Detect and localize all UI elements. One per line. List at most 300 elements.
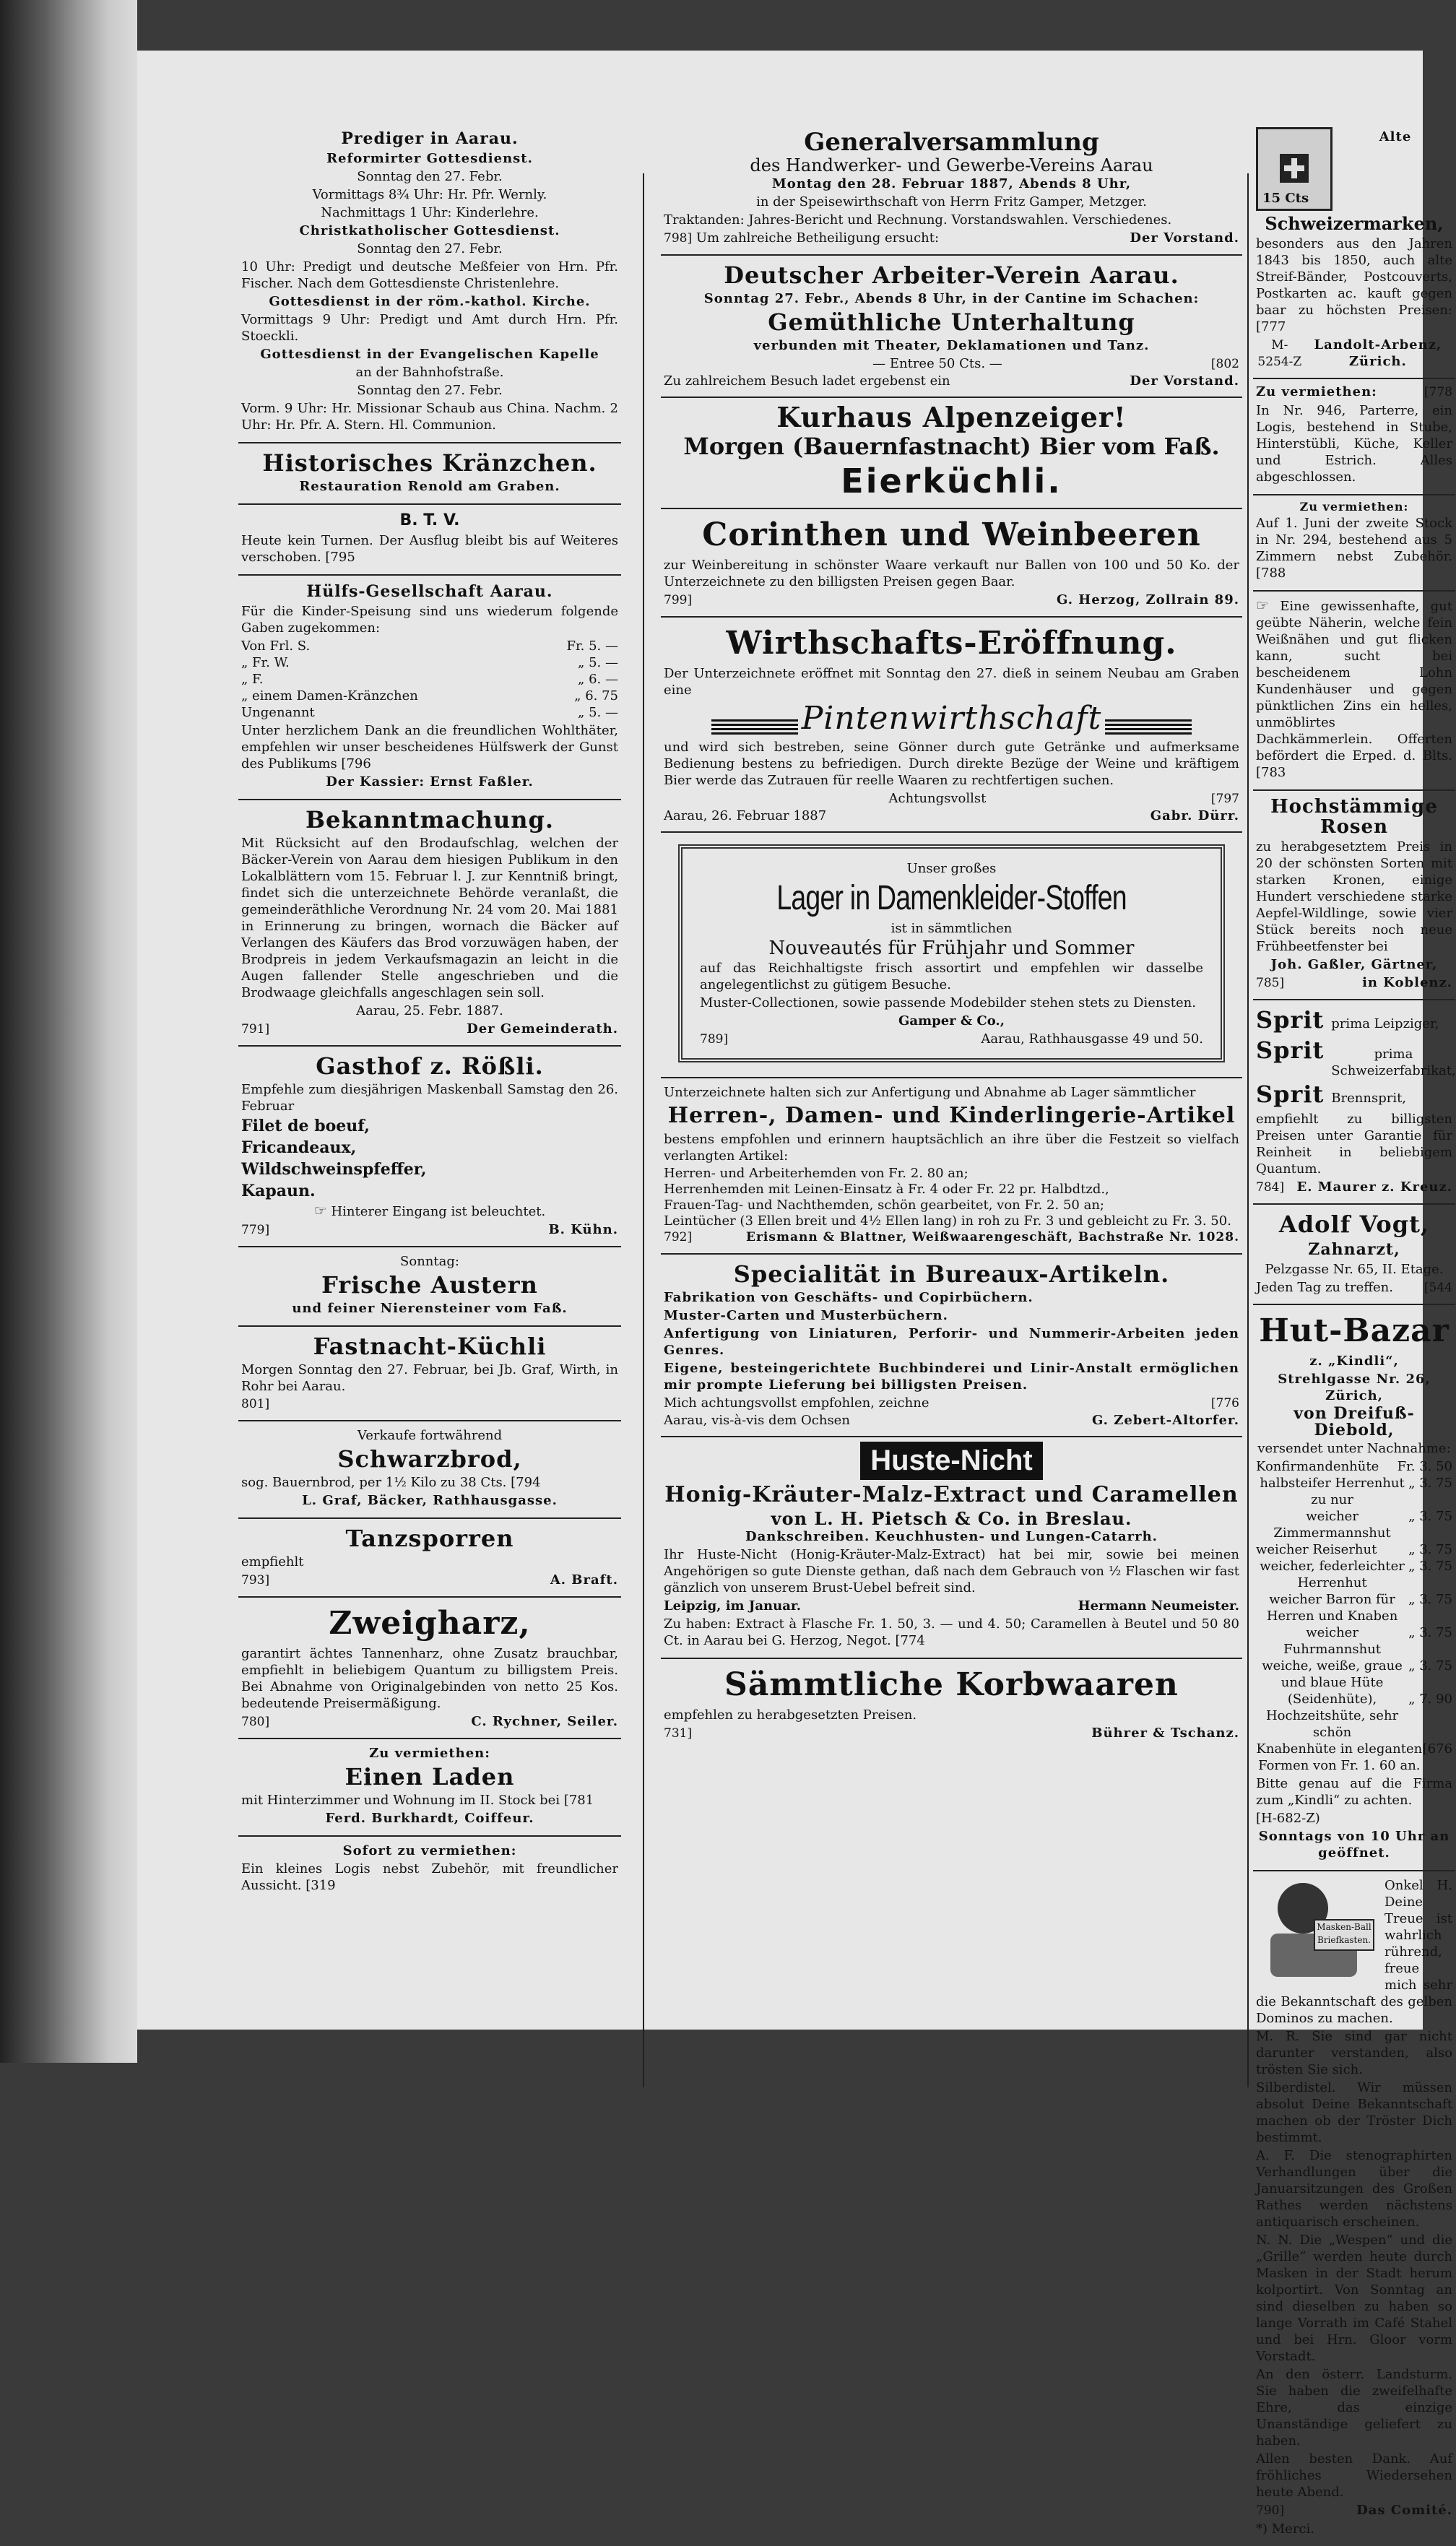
text: Für die Kinder-Speisung sind uns wiederum folgende Gaben zugekommen: <box>241 604 618 636</box>
huelfs-ad <box>238 576 621 800</box>
text-body: Auf 1. Juni der zweite Stock in Nr. 294, bestehend aus 5 Zimmern nebst Zubehör. <box>1256 516 1452 564</box>
text <box>241 722 618 772</box>
logis-ad <box>238 1837 621 1902</box>
ref-number: [544 <box>1424 1281 1452 1295</box>
price-row <box>1256 1541 1452 1558</box>
ref-number: 791] <box>241 1022 270 1036</box>
address: Aarau, Rathhausgasse 49 und 50. <box>981 1031 1203 1047</box>
ref-number: 801] <box>241 1397 270 1411</box>
agenda: Traktanden: Jahres-Bericht und Rechnung. Vorstandswahlen. Verschiedenes. <box>664 212 1172 228</box>
swiss-cross-icon <box>1280 154 1309 183</box>
ref-number: 785] <box>1256 976 1285 990</box>
ref-number: 790] <box>1256 2503 1285 2518</box>
ref-number: [777 <box>1256 319 1286 334</box>
gasthof-ad <box>238 1047 621 1247</box>
row-label: weicher Barron für Herren und Knaben <box>1266 1592 1398 1624</box>
signature: A. Braft. <box>550 1572 618 1588</box>
signature: Das Comité. <box>1356 2503 1452 2518</box>
kurhaus-ad <box>661 398 1242 509</box>
subtitle: Gottesdienst in der röm.-kathol. Kirche. <box>269 294 591 309</box>
signature: C. Rychner, Seiler. <box>471 1714 618 1729</box>
ad-title: Lager in Damenkleider-Stoffen <box>776 879 1127 917</box>
ref-number: [778 <box>1424 385 1452 399</box>
subtitle: des Handwerker- und Gewerbe-Vereins Aarau <box>750 155 1153 176</box>
row-amount: „ 7. 90 <box>1408 1692 1452 1707</box>
price-row <box>1256 1475 1452 1508</box>
date: Aarau, 25. Febr. 1887. <box>356 1003 503 1018</box>
text: 10 Uhr: Predigt und deutsche Meßfeier von Hrn. Pfr. Fischer. Nach dem Gottesdienste Christenlehre. <box>241 259 618 291</box>
text: Unterzeichnete halten sich zur Anfertigung und Abnahme ab Lager sämmtlicher <box>664 1085 1196 1100</box>
regards-row <box>664 1395 1239 1412</box>
note <box>241 1203 618 1220</box>
text <box>664 1616 1239 1649</box>
regards: Achtungsvollst <box>888 791 987 806</box>
column-right <box>1253 123 1455 2546</box>
row-amount: „ 5. — <box>578 655 618 670</box>
prediger-ad <box>238 123 621 443</box>
price-row <box>1256 1658 1452 1691</box>
text: verbunden mit Theater, Deklamationen und Tanz. <box>753 338 1150 353</box>
footer-row <box>664 592 1239 609</box>
text: zu herabgesetztem Preis in 20 der schönsten Sorten mit starken Kronen, einige Hundert verschiedene starke Aepfel-Wildlinge, sowie vier Stück bereits noch neue Frühbeetfenster bei <box>1256 839 1452 954</box>
text: N. N. Die „Wespen“ und die „Grille“ werden heute durch Masken in der Stadt herum kolportirt. Von Sonntag an sind dieselben zu haben so lange Vorrath im Café Stahel und bei Hrn. Gloor vorm Vorstadt. <box>1256 2233 1452 2364</box>
item-list <box>664 1166 1239 1229</box>
row-amount: „ 3. 75 <box>1408 1509 1452 1524</box>
pre-title: Zu vermiethen: <box>369 1746 490 1761</box>
text-body: Zu haben: Extract à Flasche Fr. 1. 50, 3. — und 4. 50; Caramellen à Beutel und 50 80 Ct. in Aarau bei G. Herzog, Negot. <box>664 1616 1239 1648</box>
signature: Erismann & Blattner, Weißwaarengeschäft, Bachstraße Nr. 1028. <box>746 1230 1239 1244</box>
footer-row <box>1256 1279 1452 1296</box>
footer-row <box>1256 2502 1452 2519</box>
row-amount: „ 6. 75 <box>574 688 618 703</box>
text: garantirt ächtes Tannenharz, ohne Zusatz brauchbar, empfiehlt in beliebigem Quantum zu billigstem Preis. Bei Abnahme von Originalgebinden von netto 25 Kos. bedeutende Preisermäßigung. <box>241 1646 618 1711</box>
price-row <box>1256 1558 1452 1591</box>
opening-hours: Sonntags von 10 Uhr an geöffnet. <box>1258 1829 1450 1861</box>
text-body: Eine gewissenhafte, gut geübte Näherin, welche fein Weißnähen und gut flicken kann, sucht bei bescheidenem Lohn Kundenhäuser und gegen pünktlichen Zins ein helles, unmöblirtes Dachkämmerlein. Offerten befördert die Erped. d. Blts. <box>1256 599 1452 763</box>
testimonial-row <box>664 1598 1239 1614</box>
pointing-hand-icon: ☞ <box>313 1202 327 1219</box>
price-row <box>241 688 618 704</box>
column-left <box>238 123 621 1902</box>
ad-title: Adolf Vogt, <box>1278 1211 1430 1238</box>
ref-number: [783 <box>1256 765 1286 780</box>
stamp-value: 15 Cts <box>1262 191 1309 206</box>
footnote: *) Merci. <box>1256 2521 1314 2537</box>
ad-title: Tanzsporren <box>345 1525 514 1552</box>
zweigharz-ad <box>238 1598 621 1739</box>
name: Hermann Neumeister. <box>1078 1598 1239 1614</box>
price-row <box>1256 1741 1452 1774</box>
row-label: Von Frl. S. <box>241 638 311 654</box>
ad-title: Prediger in Aarau. <box>341 129 519 148</box>
ad-title: Kurhaus Alpenzeiger! <box>776 401 1127 433</box>
ad-title: Fastnacht-Küchli <box>313 1333 547 1360</box>
ref-number: 780] <box>241 1715 270 1729</box>
text: M. R. Sie sind gar nicht darunter verstanden, also trösten Sie sich. <box>1256 2029 1452 2077</box>
ref-number: [781 <box>563 1793 594 1808</box>
arbeiterverein-ad <box>661 256 1242 398</box>
ad-title: Herren-, Damen- und Kinderlingerie-Artikel <box>667 1103 1236 1128</box>
ad-title: Zu vermiethen: <box>1299 500 1409 514</box>
text: empfehlen zu herabgesetzten Preisen. <box>664 1707 917 1723</box>
subtitle: Nouveautés für Frühjahr und Sommer <box>768 938 1135 959</box>
text <box>1256 597 1452 781</box>
schwarzbrod-ad <box>238 1421 621 1519</box>
ref-number: 779] <box>241 1223 270 1237</box>
text <box>1256 235 1452 335</box>
laden-ad <box>238 1739 621 1837</box>
row-label: „ Fr. W. <box>241 655 290 670</box>
text-body: besonders aus den Jahren 1843 bis 1850, auch alte Streif-Bänder, Postcouverts, Postkarten ac. kauft gegen baar zu höchsten Preisen: <box>1256 236 1452 318</box>
invite-text: Zu zahlreichem Besuch ladet ergebenst ein <box>664 373 950 389</box>
text: auf das Reichhaltigste frisch assortirt und empfehlen wir dasselbe angelegentlichst zu gütigem Besuche. <box>700 961 1203 992</box>
bekanntmachung-ad <box>238 800 621 1047</box>
footer-row <box>664 373 1239 389</box>
row-label: weicher Zimmermannshut <box>1273 1509 1391 1541</box>
price-row <box>241 638 618 654</box>
ad-title: Historisches Kränzchen. <box>262 449 597 477</box>
subtitle: Zahnarzt, <box>1308 1240 1400 1259</box>
list-item: Fricandeaux, <box>241 1138 357 1157</box>
pre-title: Unser großes <box>906 861 997 876</box>
regards: Mich achtungsvollst empfohlen, zeichne <box>664 1395 930 1411</box>
signature: Der Kassier: Ernst Faßler. <box>326 774 534 789</box>
price-row <box>1256 1691 1452 1741</box>
ad-title: B. T. V. <box>399 511 460 529</box>
signature: Gamper & Co., <box>898 1013 1005 1029</box>
signature: B. Kühn. <box>548 1222 618 1237</box>
newspaper-page <box>137 51 1456 2537</box>
subtitle: Gottesdienst in der Evangelischen Kapelle <box>260 347 599 362</box>
signature: Der Vorstand. <box>1130 230 1239 246</box>
pre-title: Alte <box>1379 129 1412 144</box>
list-item: Kapaun. <box>241 1182 316 1200</box>
signature: G. Zebert-Altorfer. <box>1091 1413 1239 1428</box>
text: An den österr. Landsturm. Sie haben die zweifelhafte Ehre, das einzige Unanständige geliefert zu haben. <box>1256 2367 1452 2448</box>
postage-stamp-icon <box>1256 127 1332 211</box>
tanzsporren-ad <box>238 1519 621 1598</box>
footer-row <box>241 1396 618 1413</box>
pre-title: Verkaufe fortwährend <box>357 1428 503 1443</box>
signature: Gabr. Dürr. <box>1150 808 1239 823</box>
price-row <box>241 654 618 671</box>
subtitle: Christkatholischer Gottesdienst. <box>299 223 560 238</box>
donation-list <box>241 638 618 721</box>
ref-number: [776 <box>1210 1396 1239 1411</box>
text: empfiehlt zu billigsten Preisen unter Garantie für Reinheit in beliebigem Quantum. <box>1256 1112 1452 1177</box>
bureau-ad <box>661 1255 1242 1437</box>
text: Muster-Collectionen, sowie passende Modebilder stehen stets zu Diensten. <box>700 995 1196 1010</box>
product-name: Sprit <box>1256 1036 1325 1064</box>
lingerie-ad <box>661 1078 1242 1255</box>
text: Vormittags 8¾ Uhr: Hr. Pfr. Wernly. <box>312 187 547 202</box>
text: Mit Rücksicht auf den Brodaufschlag, welchen der Bäcker-Verein von Aarau dem hiesigen Publikum in den Lokalblättern vom 15. Februar l. J. zur Kenntniß bringt, findet sich die unterzeichnete Behörde veranlaßt, die gemeinderäthliche Verordnung Nr. 24 vom 20. Mai 1881 in Erinnerung zu bringen, wornach die Bäcker auf Verlangen des Käufers das Brod vorzuwägen haben, der Brodpreis in jedem Verkaufsmagazin an leicht in die Augen fallender Stelle angeschrieben und die Brodwaage gleichfalls angeschlagen sein soll. <box>241 836 618 1000</box>
brand-badge: Huste-Nicht <box>860 1442 1042 1480</box>
ref-number: 793] <box>241 1573 270 1588</box>
row-amount: „ 5. — <box>578 705 618 720</box>
text: an der Bahnhofstraße. <box>355 365 504 380</box>
scan-edge <box>0 0 137 2063</box>
hutbazar-ad <box>1253 1305 1455 1871</box>
ref-number: [796 <box>341 756 371 771</box>
subtitle: Morgen (Bauernfastnacht) Bier vom Faß. <box>683 433 1220 460</box>
ad-title: Gasthof z. Rößli. <box>316 1052 544 1080</box>
text <box>241 1474 618 1491</box>
list-item: Filet de boeuf, <box>241 1117 370 1135</box>
footer-row <box>241 1221 618 1239</box>
text: Fabrikation von Geschäfts- und Copirbüchern. <box>664 1290 1034 1305</box>
ref-number: [319 <box>306 1878 336 1893</box>
pre-title: Sonntag: <box>400 1254 459 1269</box>
signature: Bührer & Tschanz. <box>1091 1726 1239 1741</box>
ad-title: Corinthen und Weinbeeren <box>702 516 1201 553</box>
product-desc: Brennsprit, <box>1331 1091 1407 1106</box>
subtitle: Dankschreiben. Keuchhusten- und Lungen-Catarrh. <box>745 1529 1158 1544</box>
column-middle <box>661 123 1242 1749</box>
text-body: mit Hinterzimmer und Wohnung im II. Stock bei <box>241 1793 560 1808</box>
text: Ihr Huste-Nicht (Honig-Kräuter-Malz-Extract) hat bei mir, sowie bei meinen Angehörigen so gute Dienste gethan, daß nach dem Gebrauch von ½ Flaschen wir fast gänzlich von unserem Brust-Uebel befreit sind. <box>664 1547 1239 1595</box>
text: Vormittags 9 Uhr: Predigt und Amt durch Hrn. Pfr. Stoeckli. <box>241 312 618 344</box>
price-row <box>1256 1624 1452 1658</box>
generalversammlung-ad <box>661 123 1242 256</box>
row-amount: „ 3. 75 <box>1408 1592 1452 1607</box>
rosen-ad <box>1253 791 1455 1000</box>
decorative-stripe <box>1105 717 1192 735</box>
text-body: Heute kein Turnen. Der Ausflug bleibt bis auf Weiteres verschoben. <box>241 533 618 565</box>
ref-number: [774 <box>895 1633 925 1648</box>
pointing-hand-icon: ☞ <box>1256 597 1269 614</box>
address: Aarau, vis-à-vis dem Ochsen <box>664 1413 850 1428</box>
ad-title: Schwarzbrod, <box>337 1445 522 1473</box>
signature: G. Herzog, Zollrain 89. <box>1056 592 1239 607</box>
row-amount: „ 3. 75 <box>1408 1542 1452 1557</box>
date: Aarau, 26. Februar 1887 <box>664 808 827 823</box>
btv-ad <box>238 505 621 576</box>
row-amount: „ 3. 75 <box>1408 1559 1452 1574</box>
text: In Nr. 946, Parterre, ein Logis, bestehend in Stube, Hinterstübli, Küche, Keller und Estrich. Alles abgeschlossen. <box>1256 403 1452 485</box>
austern-ad <box>238 1247 621 1327</box>
vermiethen-1-ad <box>1253 379 1455 495</box>
note-text: Hinterer Eingang ist beleuchtet. <box>331 1204 546 1219</box>
ad-title: Hochstämmige Rosen <box>1270 796 1438 838</box>
ad-title: Hülfs-Gesellschaft Aarau. <box>306 582 553 601</box>
text-body: sog. Bauernbrod, per 1½ Kilo zu 38 Cts. <box>241 1475 507 1490</box>
ad-title: Specialität in Bureaux-Artikeln. <box>733 1260 1170 1288</box>
footer-row <box>664 230 1239 247</box>
text: Muster-Carten und Musterbüchern. <box>664 1308 948 1323</box>
text: A. F. Die stenographirten Verhandlungen über die Januarsitzungen des Großen Rathes werden nächstens antiquarisch erscheinen. <box>1256 2148 1452 2230</box>
signature: Der Gemeinderath. <box>467 1021 618 1036</box>
text <box>1256 515 1452 581</box>
row-amount: „ 3. 75 <box>1408 1658 1452 1673</box>
footer-row <box>241 1572 618 1589</box>
row-label: Konfirmandenhüte <box>1256 1459 1379 1474</box>
row-label: Ungenannt <box>241 705 315 720</box>
footer-row <box>1256 337 1452 371</box>
subtitle: Reformirter Gottesdienst. <box>326 151 533 166</box>
product-name: Sprit <box>1256 1006 1325 1034</box>
entry-price: — Entree 50 Cts. — <box>872 356 1002 371</box>
lager-ad <box>661 833 1242 1078</box>
date: Sonntag den 27. Febr. <box>357 383 503 398</box>
row-label: weicher Reiserhut <box>1256 1542 1377 1557</box>
pre-title: Sofort zu vermiethen: <box>342 1843 517 1858</box>
schweizermarken-ad <box>1253 123 1455 379</box>
vogt-ad <box>1253 1205 1455 1305</box>
text-body: Unter herzlichem Dank an die freundlichen Wohlthäter, empfehlen wir unser bescheidenes Hülfswerk der Gunst des Publikums <box>241 723 618 771</box>
row-label: weicher, federleichter Herrenhut <box>1260 1559 1405 1590</box>
request-text: Um zahlreiche Betheiligung ersucht: <box>696 230 940 246</box>
ref-number: 792] <box>664 1230 693 1244</box>
ref-number: 798] <box>664 231 693 246</box>
jester-cartoon-icon <box>1256 1876 1379 1984</box>
footer-row <box>241 1021 618 1038</box>
ad-title: Wirthschafts-Eröffnung. <box>726 625 1177 662</box>
ad-title: Frische Austern <box>321 1271 538 1299</box>
entry-row <box>664 355 1239 373</box>
ref-number: [802 <box>1210 357 1239 371</box>
ref-number: 731] <box>664 1726 693 1741</box>
text-body: Ein kleines Logis nebst Zubehör, mit freundlicher Aussicht. <box>241 1861 618 1893</box>
note: Bitte genau auf die Firma zum „Kindli“ zu achten. <box>1256 1776 1452 1808</box>
row-label: halbsteifer Herrenhut zu nur <box>1260 1476 1405 1507</box>
date: Montag den 28. Februar 1887, Abends 8 Uhr, <box>771 176 1132 191</box>
wirthschaft-ad <box>661 618 1242 833</box>
signature: Ferd. Burkhardt, Coiffeur. <box>325 1811 534 1826</box>
ref-number: [795 <box>325 550 355 565</box>
signature: Der Vorstand. <box>1130 373 1239 389</box>
briefkasten-ad <box>1253 1871 1455 2546</box>
maker: von L. H. Pietsch & Co. in Breslau. <box>771 1508 1132 1529</box>
text: Onkel H. Deine Treue ist wahrlich rührend, freue mich sehr die Bekanntschaft des gelben Dominos zu machen. <box>1256 1878 1452 2026</box>
row-amount: „ 3. 75 <box>1408 1625 1452 1640</box>
owner: von Dreifuß-Diebold, <box>1294 1404 1415 1439</box>
code: [H-682-Z) <box>1256 1811 1320 1826</box>
footer-row <box>700 1031 1203 1048</box>
title-row <box>1256 384 1452 401</box>
ad-title: Hut-Bazar <box>1259 1312 1450 1349</box>
text: Vorm. 9 Uhr: Hr. Missionar Schaub aus China. Nachm. 2 Uhr: Hr. Pfr. A. Stern. Hl. Communion. <box>241 401 618 433</box>
sprit-row <box>1256 1005 1452 1035</box>
place: in der Speisewirthschaft von Herrn Fritz Gamper, Metzger. <box>756 194 1147 209</box>
decorative-stripe <box>711 717 798 735</box>
text: Anfertigung von Liniaturen, Perforir- und Nummerir-Arbeiten jeden Genres. <box>664 1326 1239 1358</box>
price-row <box>1256 1508 1452 1541</box>
row-amount: Fr. 5. — <box>566 638 618 654</box>
list-item: Leintücher (3 Ellen breit und 4½ Ellen lang) in roh zu Fr. 3 und gebleicht zu Fr. 3. 50. <box>664 1213 1231 1229</box>
row-label: weicher Fuhrmannshut <box>1283 1625 1382 1657</box>
subtitle: und feiner Nierensteiner vom Faß. <box>292 1301 568 1316</box>
ad-title: Sämmtliche Korbwaaren <box>724 1666 1179 1703</box>
kraenzchen-ad <box>238 443 621 505</box>
text: zur Weinbereitung in schönster Waare verkauft nur Ballen von 100 und 50 Ko. der Unterzeichnete zu den billigsten Preisen gegen Baar. <box>664 558 1239 589</box>
column-rule <box>643 173 644 2087</box>
row-amount: „ 3. 75 <box>1408 1476 1452 1491</box>
date: Sonntag den 27. Febr. <box>357 169 503 184</box>
text: Allen besten Dank. Auf fröhliches Wiedersehen heute Abend. <box>1256 2451 1452 2500</box>
sprit-ad <box>1253 1000 1455 1205</box>
list-item: Herren- und Arbeiterhemden von Fr. 2. 80 an; <box>664 1166 968 1181</box>
korbwaaren-ad <box>661 1659 1242 1749</box>
row-amount: Fr. 3. 50 <box>1397 1459 1452 1474</box>
list-item: Wildschweinspfeffer, <box>241 1160 427 1179</box>
menu-list <box>241 1116 618 1201</box>
naeherin-ad <box>1253 592 1455 791</box>
text-body: Jeden Tag zu treffen. <box>1256 1280 1393 1295</box>
ref-number: 799] <box>664 593 693 607</box>
vermiethen-2-ad <box>1253 495 1455 592</box>
sprit-row <box>1256 1035 1456 1079</box>
subtitle: z. „Kindli“, <box>1309 1354 1399 1369</box>
kuechli-ad <box>238 1327 621 1421</box>
text: versendet unter Nachnahme: <box>1257 1441 1451 1456</box>
subtitle: Restauration Renold am Graben. <box>299 479 560 494</box>
mailbox-sign: Masken-Ball Briefkasten. <box>1314 1919 1374 1951</box>
headline-row <box>664 700 1239 737</box>
text: Eigene, bestеingerichtete Buchbinderei und Linir-Anstalt ermöglichen mir prompte Lieferung bei billigsten Preisen. <box>664 1361 1239 1393</box>
ad-title: Zu vermiethen: <box>1256 384 1377 399</box>
event-title: Gemüthliche Unterhaltung <box>768 308 1135 336</box>
footer-row <box>664 1725 1239 1742</box>
footer-row <box>664 807 1239 824</box>
ad-title: Zweigharz, <box>329 1605 531 1642</box>
product-name: Sprit <box>1256 1081 1325 1108</box>
ref-number: [797 <box>1210 792 1239 806</box>
footer-row <box>664 1229 1239 1246</box>
ad-title: Schweizermarken, <box>1265 213 1444 234</box>
row-label: „ einem Damen-Kränzchen <box>241 688 418 703</box>
product-desc: prima Schweizerfabrikat, <box>1331 1047 1456 1078</box>
text: Silberdistel. Wir müssen absolut Deine Bekanntschaft machen ob der Tröster Dich bestimmt. <box>1256 2080 1452 2145</box>
signature: in Koblenz. <box>1362 975 1452 990</box>
signature: E. Maurer z. Kreuz. <box>1296 1179 1452 1195</box>
ornamental-frame <box>678 844 1225 1062</box>
date: Sonntag den 27. Febr. <box>357 241 503 256</box>
row-label: Knabenhüte in eleganten Formen von Fr. 1. 60 an. <box>1256 1741 1423 1773</box>
price-row <box>1256 1458 1452 1475</box>
huste-nicht-ad <box>661 1437 1242 1659</box>
text <box>241 1792 618 1809</box>
regards-row <box>664 790 1239 807</box>
ad-title: Einen Laden <box>344 1763 515 1791</box>
text: Empfehle zum diesjährigen Maskenball Samstag den 26. Februar <box>241 1082 618 1114</box>
product-desc: prima Leipziger, <box>1331 1016 1439 1031</box>
price-list <box>1256 1458 1452 1774</box>
ad-title: Bekanntmachung. <box>305 806 554 833</box>
ad-title: Deutscher Arbeiter-Verein Aarau. <box>724 261 1179 289</box>
list-item: Herrenhemden mit Leinen-Einsatz à Fr. 4 oder Fr. 22 pr. Halbdtzd., <box>664 1182 1109 1197</box>
footer-row <box>664 1412 1239 1429</box>
signature: Landolt-Arbenz, Zürich. <box>1314 337 1442 369</box>
address: Pelzgasse Nr. 65, II. Etage. <box>1265 1262 1444 1277</box>
ref-number: [788 <box>1256 566 1286 581</box>
list-item: Frauen-Tag- und Nachthemden, schön gearbeitet, von Fr. 2. 50 an; <box>664 1198 1104 1213</box>
text <box>241 1861 618 1894</box>
place: Leipzig, im Januar. <box>664 1598 801 1614</box>
text: ist in sämmtlichen <box>890 921 1013 936</box>
text: Der Unterzeichnete eröffnet mit Sonntag den 27. dieß in seinem Neubau am Graben eine <box>664 666 1239 698</box>
row-label: (Seidenhüte), Hochzeitshüte, sehr schön <box>1265 1692 1399 1740</box>
row-label: weiche, weiße, graue und blaue Hüte <box>1262 1658 1403 1690</box>
price-row <box>241 704 618 721</box>
price-row <box>241 671 618 688</box>
text: Nachmittags 1 Uhr: Kinderlehre. <box>321 205 539 220</box>
footer-row <box>241 1713 618 1731</box>
ad-title: Honig-Kräuter-Malz-Extract und Caramellen <box>664 1482 1239 1507</box>
headline: Eierküchli. <box>841 462 1062 501</box>
row-amount: [676 <box>1422 1741 1452 1757</box>
text: bestens empfohlen und erinnern hauptsächlich an ihre über die Festzeit so vielfach verlangten Artikel: <box>664 1132 1239 1164</box>
